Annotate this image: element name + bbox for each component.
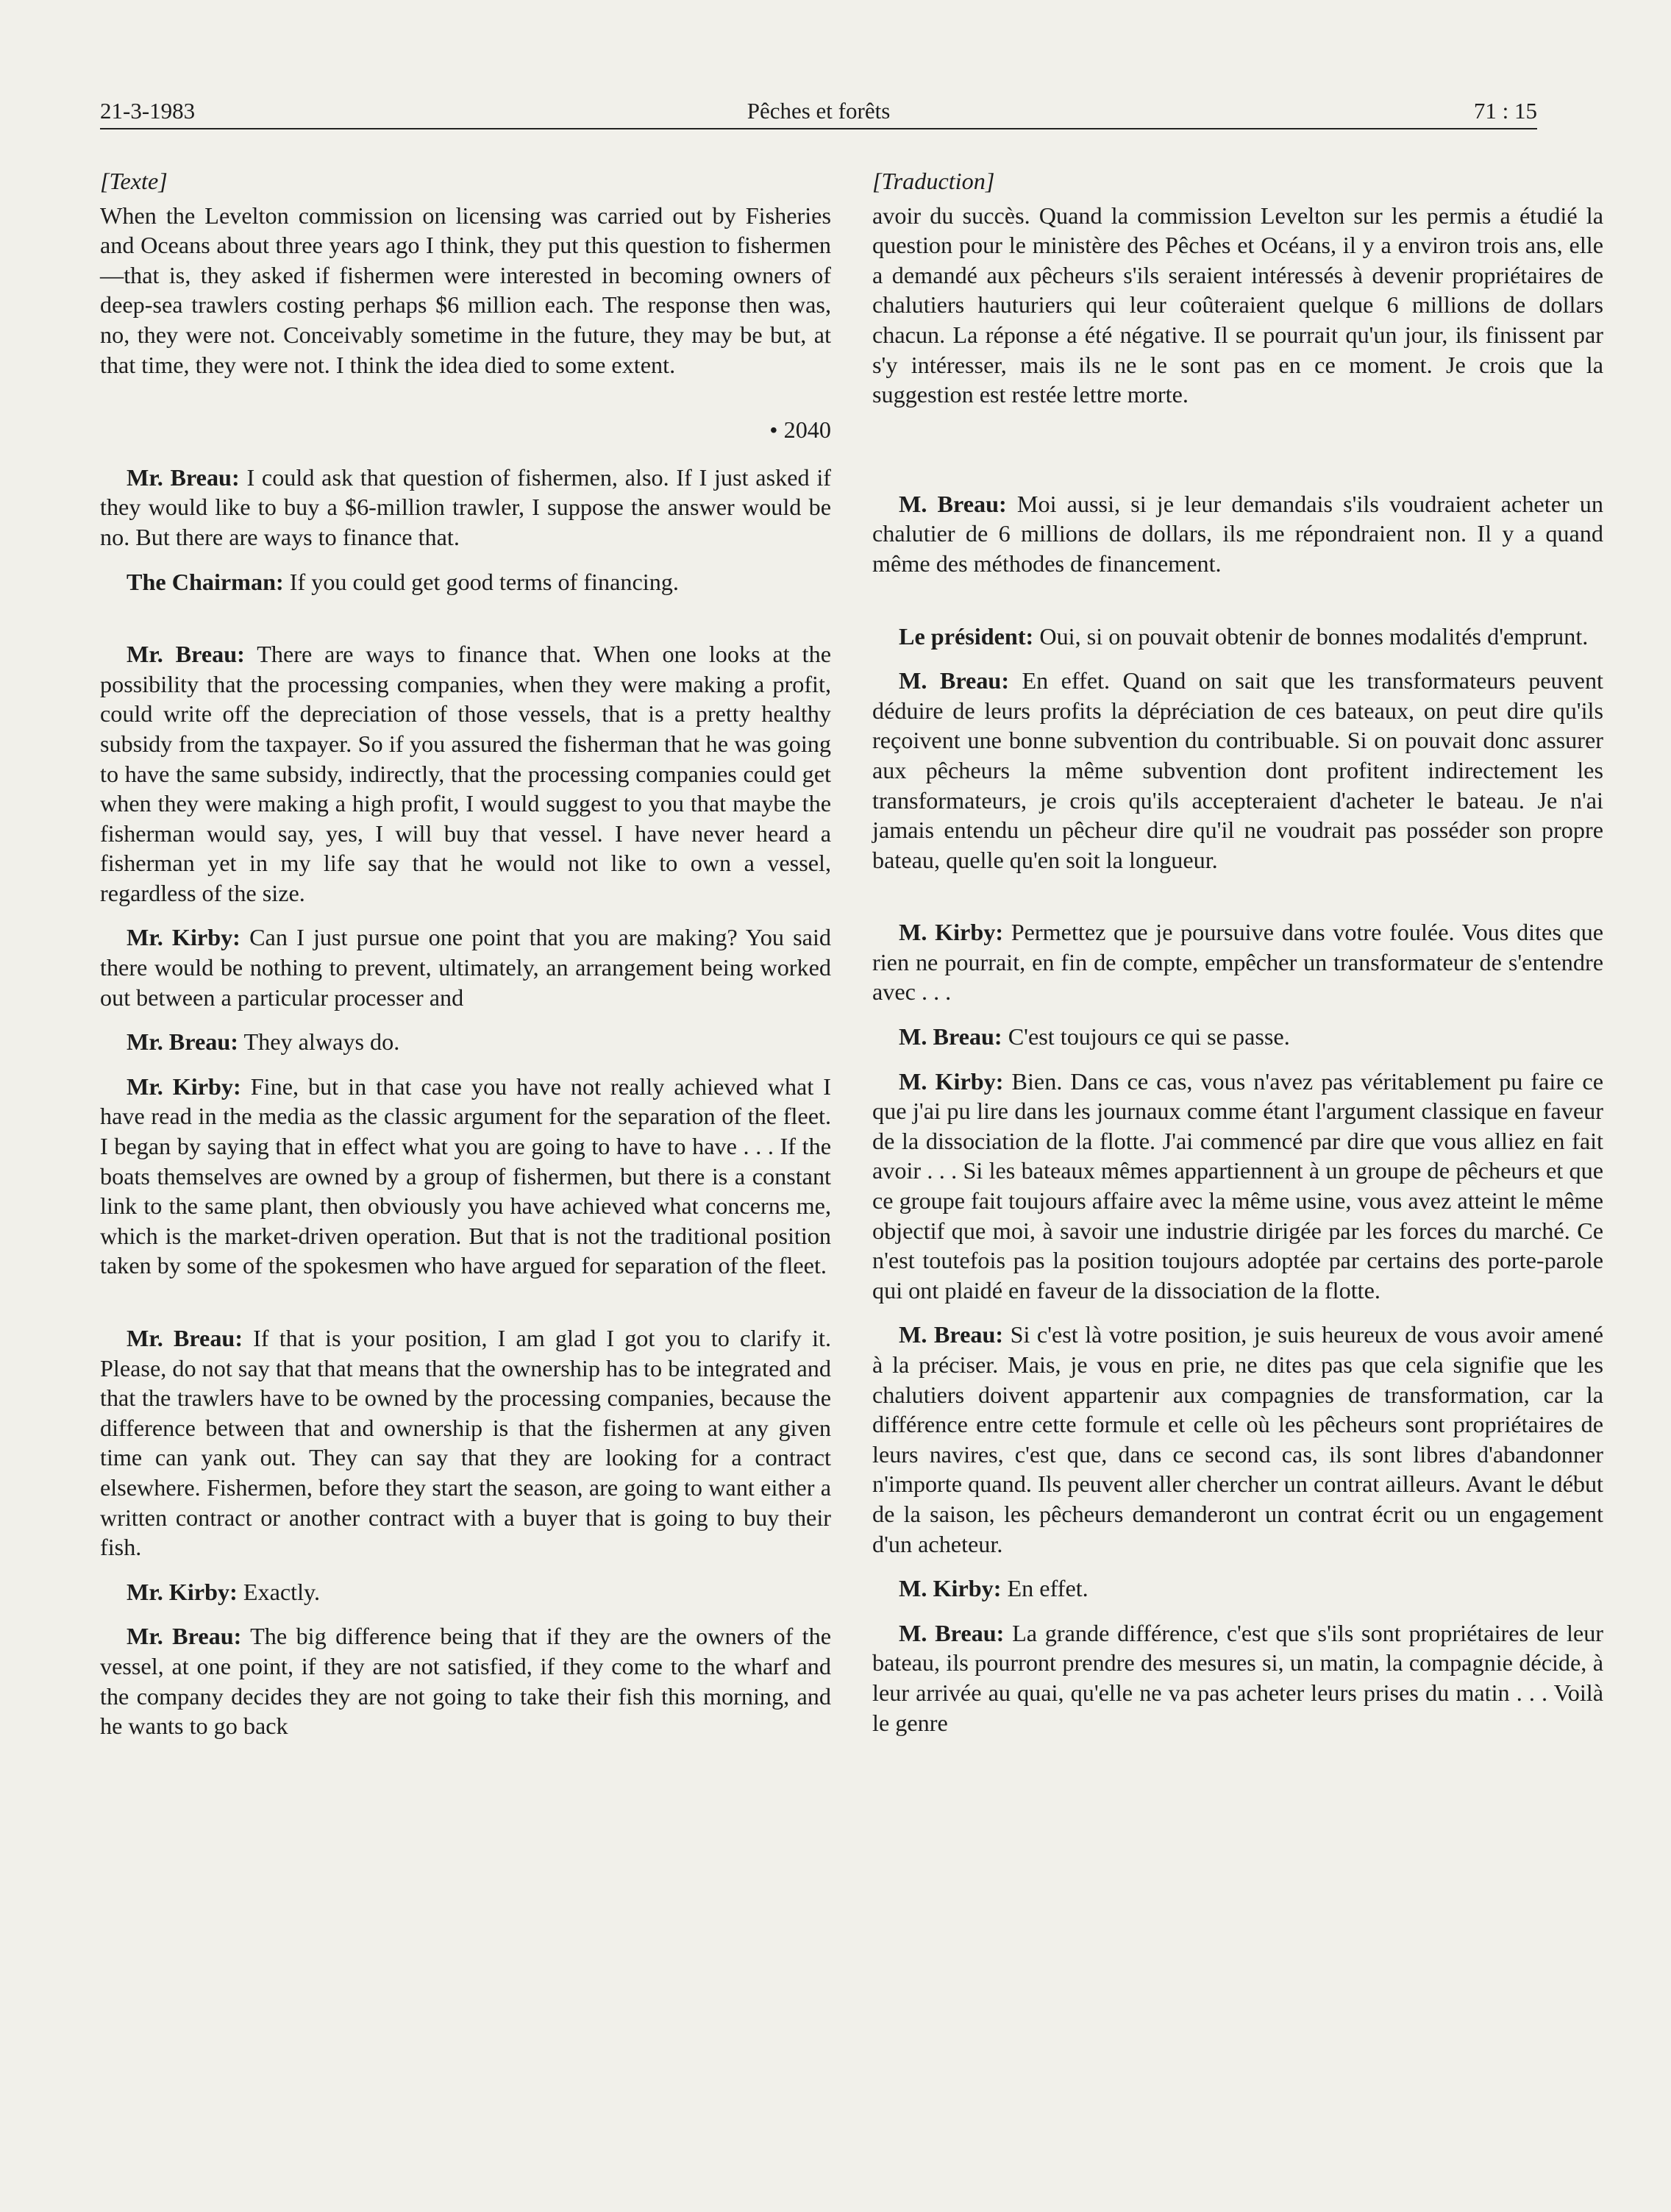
speech-paragraph [100,1621,831,1740]
speech-paragraph [872,1573,1603,1604]
section-label-traduction: [Traduction] [872,168,995,194]
page-header [100,94,1537,129]
speaker-name: Mr. Breau: [127,1028,238,1056]
speech-text: Bien. Dans ce cas, vous n'avez pas véritablement pu faire ce que j'ai pu lire dans les journaux comme étant l'argument classique en faveur de la dissociation de la flotte. J'ai commencé par dire que vous alliez en fait avoir . . . Si les bateaux mêmes appartiennent à un groupe de pêcheurs et que ce groupe fait toujours affaire avec la même usine, vous avez atteint le même objectif que moi, à savoir une industrie dirigée par les forces du marché. Ce n'est toutefois pas la position toujours adoptée par certains des porte-parole qui ont plaidé en faveur de la dissociation de la flotte. [872,1067,1604,1304]
english-column [100,166,831,1741]
speaker-name: Mr. Breau: [127,1623,242,1650]
speech-text: There are ways to finance that. When one looks at the possibility that the processing companies, when they were making a profit, could write off the depreciation of those vessels, that is a pretty healthy subsidy from the taxpayer. So if you assured the fisherman that he was going to have the same subsidy, indirectly, that the processing companies could get when they were making a high profit, I would suggest to you that maybe the fisherman would say, yes, I will buy that vessel. I have never heard a fisherman yet in my life say that he would not like to own a vessel, regardless of the size. [100,641,831,906]
speaker-name: Mr. Breau: [127,641,245,668]
speech-text: If that is your position, I am glad I got you to clarify it. Please, do not say that that means that the ownership has to be integrated and that the trawlers have to be owned by the processing companies, because the difference between that and ownership is that the fishermen at any given time can yank out. They can say that they are looking for a contract elsewhere. Fishermen, before they start the season, are going to want either a written contract or another contract with a buyer that is going to buy their fish. [100,1325,831,1561]
speech-paragraph [872,1067,1603,1306]
speech-text: Oui, si on pouvait obtenir de bonnes modalités d'emprunt. [1033,622,1589,650]
speech-text: If you could get good terms of financing. [283,568,679,595]
speech-paragraph [872,1320,1603,1559]
speaker-name: Mr. Kirby: [127,1073,241,1100]
french-column [872,166,1603,1738]
speech-paragraph [100,463,831,552]
speech-paragraph [100,567,831,597]
speech-text: En effet. [1001,1575,1089,1602]
speaker-name: M. Breau: [899,1023,1002,1050]
header-title: Pêches et forêts [747,98,891,124]
speaker-name: The Chairman: [127,568,284,595]
paragraph: avoir du succès. Quand la commission Levelton sur les permis a étudié la question pour le ministère des Pêches et Océans, il y a environ trois ans, elle a demandé aux pêcheurs s'ils seraient intéressés à devenir propriétaires de chalutiers hauturiers qui leur coûteraient quelque 6 millions de dollars chacun. La réponse a été négative. Il se pourrait qu'un jour, ils finissent par s'y intéresser, mais ils ne le sont pas en ce moment. Je crois que la suggestion est restée lettre morte. [872,202,1603,408]
speech-paragraph [872,1618,1603,1738]
speech-text: Permettez que je poursuive dans votre foulée. Vous dites que rien ne pourrait, en fin de compte, empêcher un transformateur de s'entendre avec . . . [872,919,1603,1006]
speaker-name: Mr. Breau: [127,463,240,491]
speech-text: I could ask that question of fishermen, also. If I just asked if they would like to buy a $6-million trawler, I suppose the answer would be no. But there are ways to finance that. [100,463,831,550]
speaker-name: M. Kirby: [899,1067,1004,1095]
paragraph: When the Levelton commission on licensing was carried out by Fisheries and Oceans about three years ago I think, they put this question to fishermen—that is, they asked if fishermen were interested in becoming owners of deep-sea trawlers costing perhaps $6 million each. The response then was, no, they were not. Conceivably sometime in the future, they may be but, at that time, they were not. I think the idea died to some extent. [100,202,831,378]
speaker-name: M. Breau: [899,667,1010,694]
speaker-name: M. Breau: [899,1619,1005,1646]
speech-paragraph [100,922,831,1012]
time-marker: • 2040 [769,416,831,444]
section-label-texte: [Texte] [100,168,168,194]
speech-text: Can I just pursue one point that you are making? You said there would be nothing to prevent, ultimately, an arrangement being worked out between a particular processer and [100,924,831,1011]
speech-paragraph [100,1072,831,1281]
speech-paragraph [872,622,1603,652]
speech-text: En effet. Quand on sait que les transformateurs peuvent déduire de leurs profits la dépréciation de ces bateaux, on peut dire qu'ils reçoivent une bonne subvention du contribuable. Si on pouvait donc assurer aux pêcheurs la même subvention dont profitent indirectement les transformateurs, je crois qu'ils accepteraient d'acheter le bateau. Je n'ai jamais entendu un pêcheur dire qu'il ne voudrait pas posséder son propre bateau, quelle qu'en soit la longueur. [872,667,1603,873]
speech-text: Moi aussi, si je leur demandais s'ils voudraient acheter un chalutier de 6 millions de dollars, ils me répondraient non. Il y a quand même des méthodes de financement. [872,490,1603,577]
speaker-name: Le président: [899,622,1034,650]
speech-paragraph [872,917,1603,1007]
speech-text: Fine, but in that case you have not really achieved what I have read in the media as the classic argument for the separation of the fleet. I began by saying that in effect what you are going to have to have . . . If the boats themselves are owned by a group of fishermen, but there is a constant link to the same plant, then obviously you have achieved what concerns me, which is the market-driven operation. But that is not the traditional position taken by some of the spokesmen who have argued for separation of the fleet. [100,1073,831,1279]
speech-paragraph [872,666,1603,875]
speech-paragraph [100,1027,831,1057]
speaker-name: Mr. Kirby: [127,1578,238,1605]
speech-text: Exactly. [237,1578,321,1605]
speech-paragraph [100,1323,831,1562]
speech-text: Si c'est là votre position, je suis heureux de vous avoir amené à la préciser. Mais, je vous en prie, ne dites pas que cela signifie que les chalutiers doivent appartenir aux compagnies de transformation, car la différence entre cette formule et celle où les pêcheurs sont propriétaires de leurs navires, c'est que, dans ce second cas, ils sont libres d'abandonner n'importe quand. Ils peuvent aller chercher un contrat ailleurs. Avant le début de la saison, les pêcheurs demanderont un contrat écrit ou un engagement d'un acheteur. [872,1321,1603,1557]
speech-text: La grande différence, c'est que s'ils sont propriétaires de leur bateau, ils pourront prendre des mesures si, un matin, la compagnie décide, à leur arrivée au quai, qu'elle ne va pas acheter leurs prises du matin . . . Voilà le genre [872,1619,1604,1736]
speech-paragraph [100,1577,831,1607]
speech-text: The big difference being that if they are the owners of the vessel, at one point, if they are not satisfied, if they come to the wharf and the company decides they are not going to take their fish this morning, and he wants to go back [100,1623,831,1740]
speaker-name: Mr. Kirby: [127,924,241,951]
speaker-name: M. Kirby: [899,1575,1002,1602]
speech-text: C'est toujours ce qui se passe. [1002,1023,1290,1050]
header-date: 21-3-1983 [100,98,196,124]
speaker-name: Mr. Breau: [127,1325,243,1351]
speech-paragraph [872,489,1603,579]
header-page-number: 71 : 15 [1473,98,1537,124]
speech-text: They always do. [238,1028,400,1056]
speaker-name: M. Kirby: [899,919,1004,946]
speaker-name: M. Breau: [899,490,1007,517]
speaker-name: M. Breau: [899,1321,1004,1348]
speech-paragraph [100,639,831,908]
speech-paragraph [872,1022,1603,1052]
